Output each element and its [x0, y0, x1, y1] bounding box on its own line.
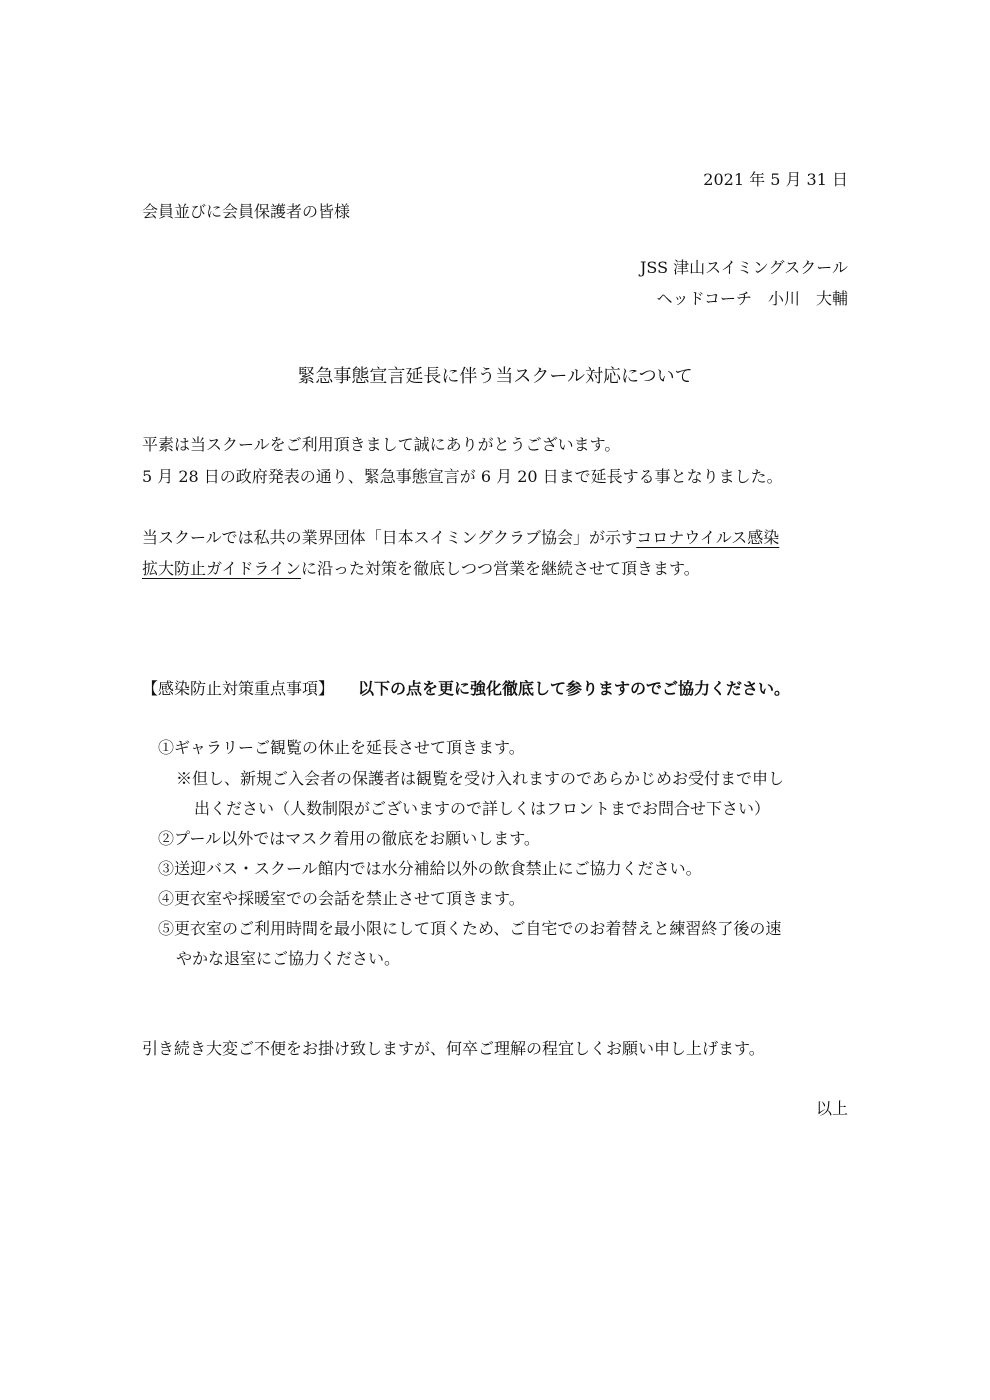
measure-item-3: ③送迎バス・スクール館内では水分補給以外の飲食禁止にご協力ください。 [158, 859, 702, 878]
document-date: 2021 年 5 月 31 日 [703, 170, 848, 189]
policy-line-2 [142, 561, 700, 577]
policy-line-1 [142, 530, 779, 546]
measure-item-5-line-1: ⑤更衣室のご利用時間を最小限にして頂くため、ご自宅でのお着替えと練習終了後の速 [158, 919, 782, 938]
closing-text: 引き続き大変ご不便をお掛け致しますが、何卒ご理解の程宜しくお願い申し上げます。 [142, 1039, 765, 1058]
measure-item-5-line-2: やかな退室にご協力ください。 [176, 949, 401, 968]
measure-item-4: ④更衣室や採暖室での会話を禁止させて頂きます。 [158, 889, 525, 908]
intro-line-1: 平素は当スクールをご利用頂きまして誠にありがとうございます。 [142, 435, 621, 454]
policy-prefix-text: 当スクールでは私共の業界団体「日本スイミングクラブ協会」が示す [142, 528, 637, 547]
measures-heading [142, 681, 790, 697]
measure-item-1-note-line-1: ※但し、新規ご入会者の保護者は観覧を受け入れますのであらかじめお受付まで申し [176, 769, 785, 788]
document-title: 緊急事態宣言延長に伴う当スクール対応について [297, 366, 693, 387]
guideline-link-part-2[interactable]: 拡大防止ガイドライン [142, 559, 302, 578]
policy-suffix-text: に沿った対策を徹底しつつ営業を継続させて頂きます。 [301, 559, 700, 578]
measures-heading-label: 【感染防止対策重点事項】 [142, 679, 335, 698]
measures-heading-text: 以下の点を更に強化徹底して参りますのでご協力ください。 [358, 679, 791, 698]
sender-organization: JSS 津山スイミングスクール [639, 258, 848, 277]
measure-item-2: ②プール以外ではマスク着用の徹底をお願いします。 [158, 829, 540, 848]
sender-person: ヘッドコーチ 小川 大輔 [656, 289, 848, 308]
measure-item-1: ①ギャラリーご観覧の休止を延長させて頂きます。 [158, 738, 525, 757]
recipient-line: 会員並びに会員保護者の皆様 [142, 202, 351, 221]
measure-item-1-note-line-2: 出ください（人数制限がございますので詳しくはフロントまでお問合せ下さい） [194, 799, 771, 818]
intro-line-2: 5 月 28 日の政府発表の通り、緊急事態宣言が 6 月 20 日まで延長する事となりました。 [142, 467, 783, 486]
closing-end-mark: 以上 [815, 1099, 848, 1118]
guideline-link-part-1[interactable]: コロナウイルス感染 [636, 528, 780, 547]
